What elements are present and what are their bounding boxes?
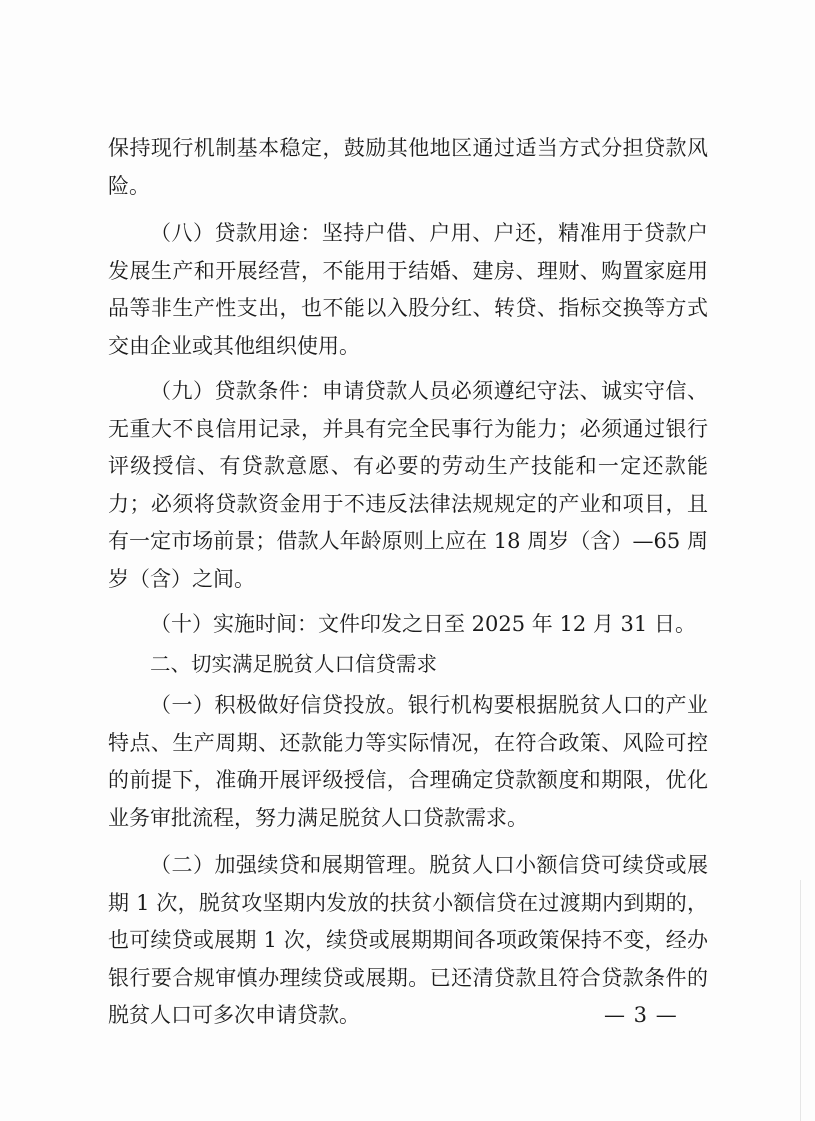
paragraph-risk-sharing (108, 130, 708, 205)
paragraph-lead: （九）贷款条件： (150, 379, 322, 403)
paragraph-text: 文件印发之日至 2025 年 12 月 31 日。 (318, 612, 696, 636)
section-heading (108, 646, 708, 684)
document-body (108, 130, 708, 1035)
paragraph-text: 脱贫人口小额信贷可续贷或展期 1 次，脱贫攻坚期内发放的扶贫小额信贷在过渡期内到期的，也可续贷或展期 1 次，续贷或展期期间各项政策保持不变，经办银行要合规审慎办理续贷或展期。已还清贷款且符合贷款条件的脱贫人口可多次申请贷款。 (108, 853, 709, 1027)
paragraph-credit-supply (108, 687, 708, 837)
section-heading-text: 二、切实满足脱贫人口信贷需求 (150, 651, 437, 676)
paragraph-lead: （一）积极做好信贷投放。 (150, 693, 408, 717)
paragraph-lead: （二）加强续贷和展期管理。 (150, 853, 430, 877)
paragraph-text: 银行机构要根据脱贫人口的产业特点、生产周期、还款能力等实际情况，在符合政策、风险可控的前提下，准确开展评级授信，合理确定贷款额度和期限，优化业务审批流程，努力满足脱贫人口贷款需求。 (108, 693, 709, 830)
paragraph-text: 坚持户借、户用、户还，精准用于贷款户发展生产和开展经营，不能用于结婚、建房、理财、购置家庭用品等非生产性支出，也不能以入股分红、转贷、指标交换等方式交由企业或其他组织使用。 (108, 221, 709, 358)
paragraph-text: 申请贷款人员必须遵纪守法、诚实守信、无重大不良信用记录，并具有完全民事行为能力；必须通过银行评级授信、有贷款意愿、有必要的劳动生产技能和一定还款能力；必须将贷款资金用于不违反法律法规规定的产业和项目，且有一定市场前景；借款人年龄原则上应在 18 周岁（含）—65 周岁（含）之间。 (108, 379, 709, 591)
paragraph-lead: （十）实施时间： (150, 612, 318, 636)
page-number: — 3 — (604, 1003, 678, 1027)
scan-edge-line (800, 880, 801, 1121)
paragraph-implementation-time (108, 606, 708, 644)
paragraph-loan-conditions (108, 373, 708, 598)
paragraph-lead: （八）贷款用途： (150, 221, 322, 245)
paragraph-text: 保持现行机制基本稳定，鼓励其他地区通过适当方式分担贷款风险。 (108, 136, 708, 198)
paragraph-loan-usage (108, 215, 708, 365)
